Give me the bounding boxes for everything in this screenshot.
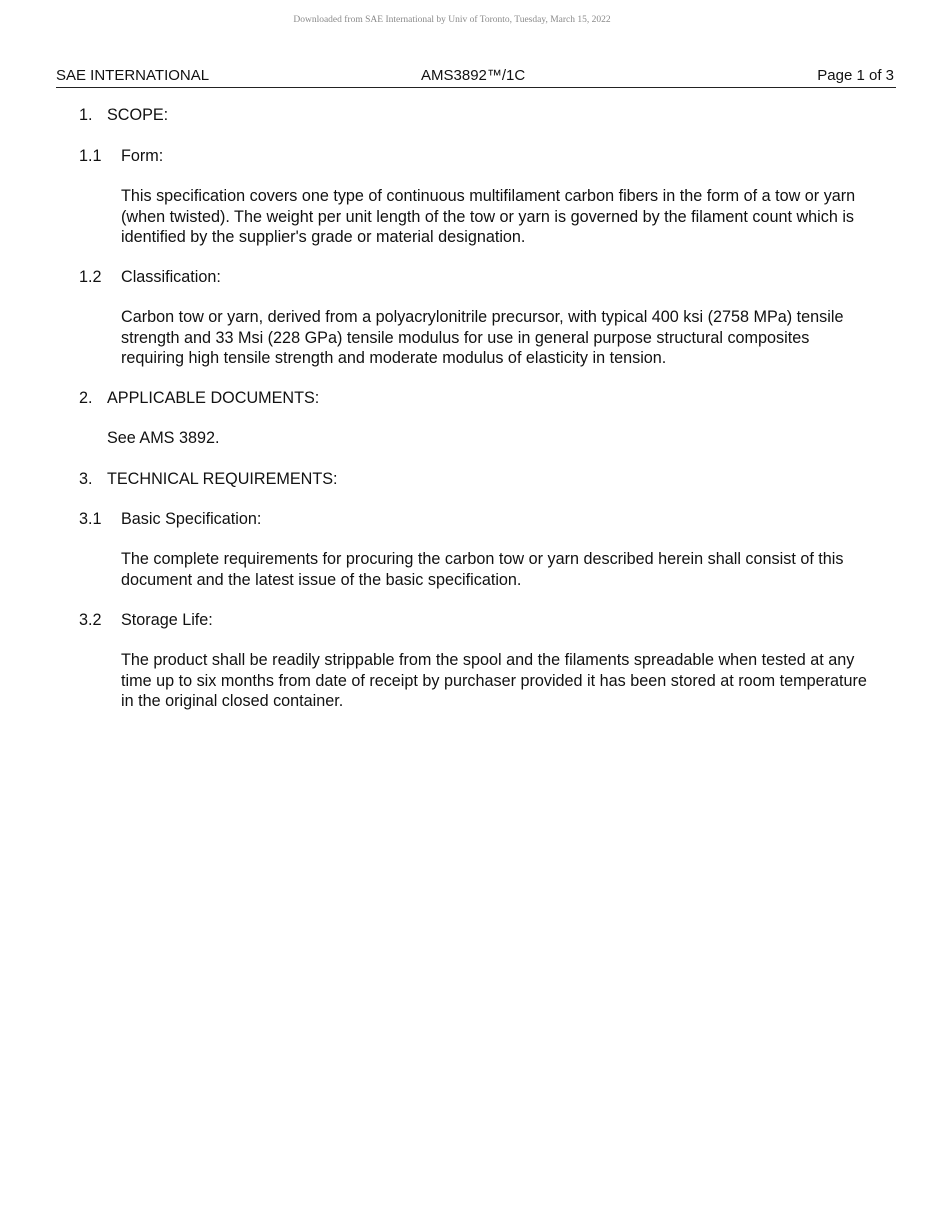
section-number: 3.2 bbox=[79, 611, 102, 629]
section-1-2-body: Carbon tow or yarn, derived from a polyacrylonitrile precursor, with typical 400 ksi (2758 MPa) tensile strength and 33 Msi (228 GPa) tensile modulus for use in general purpose structural composites requiring high tensile strength and moderate modulus of elasticity in tension. bbox=[121, 308, 844, 367]
section-number: 3. bbox=[79, 470, 93, 488]
section-number: 1. bbox=[79, 106, 93, 124]
section-title: Basic Specification: bbox=[121, 510, 262, 528]
section-title: Storage Life: bbox=[121, 611, 213, 629]
section-number: 1.1 bbox=[79, 147, 102, 165]
section-3-2-body: The product shall be readily strippable from the spool and the filaments spreadable when tested at any time up to six months from date of receipt by purchaser provided it has been stored at room temperature in the original closed container. bbox=[121, 651, 867, 710]
header-organization: SAE INTERNATIONAL bbox=[56, 67, 210, 84]
section-title: TECHNICAL REQUIREMENTS: bbox=[107, 470, 338, 488]
section-title: Classification: bbox=[121, 268, 221, 286]
section-number: 1.2 bbox=[79, 268, 102, 286]
page-header bbox=[56, 67, 896, 88]
header-page-number: Page 1 of 3 bbox=[817, 67, 894, 84]
section-title: Form: bbox=[121, 147, 164, 165]
section-title: APPLICABLE DOCUMENTS: bbox=[107, 389, 320, 407]
section-1-1-body: This specification covers one type of continuous multifilament carbon fibers in the form of a tow or yarn (when twisted). The weight per unit length of the tow or yarn is governed by the filament count which is identified by the supplier's grade or material designation. bbox=[121, 187, 856, 246]
section-number: 2. bbox=[79, 389, 93, 407]
section-3-1-body: The complete requirements for procuring the carbon tow or yarn described herein shall consist of this document and the latest issue of the basic specification. bbox=[121, 550, 844, 589]
section-number: 3.1 bbox=[79, 510, 102, 528]
download-watermark: Downloaded from SAE International by Univ of Toronto, Tuesday, March 15, 2022 bbox=[293, 15, 611, 25]
section-2-body: See AMS 3892. bbox=[107, 429, 220, 447]
header-document-id: AMS3892™/1C bbox=[421, 67, 526, 84]
section-title: SCOPE: bbox=[107, 106, 169, 124]
